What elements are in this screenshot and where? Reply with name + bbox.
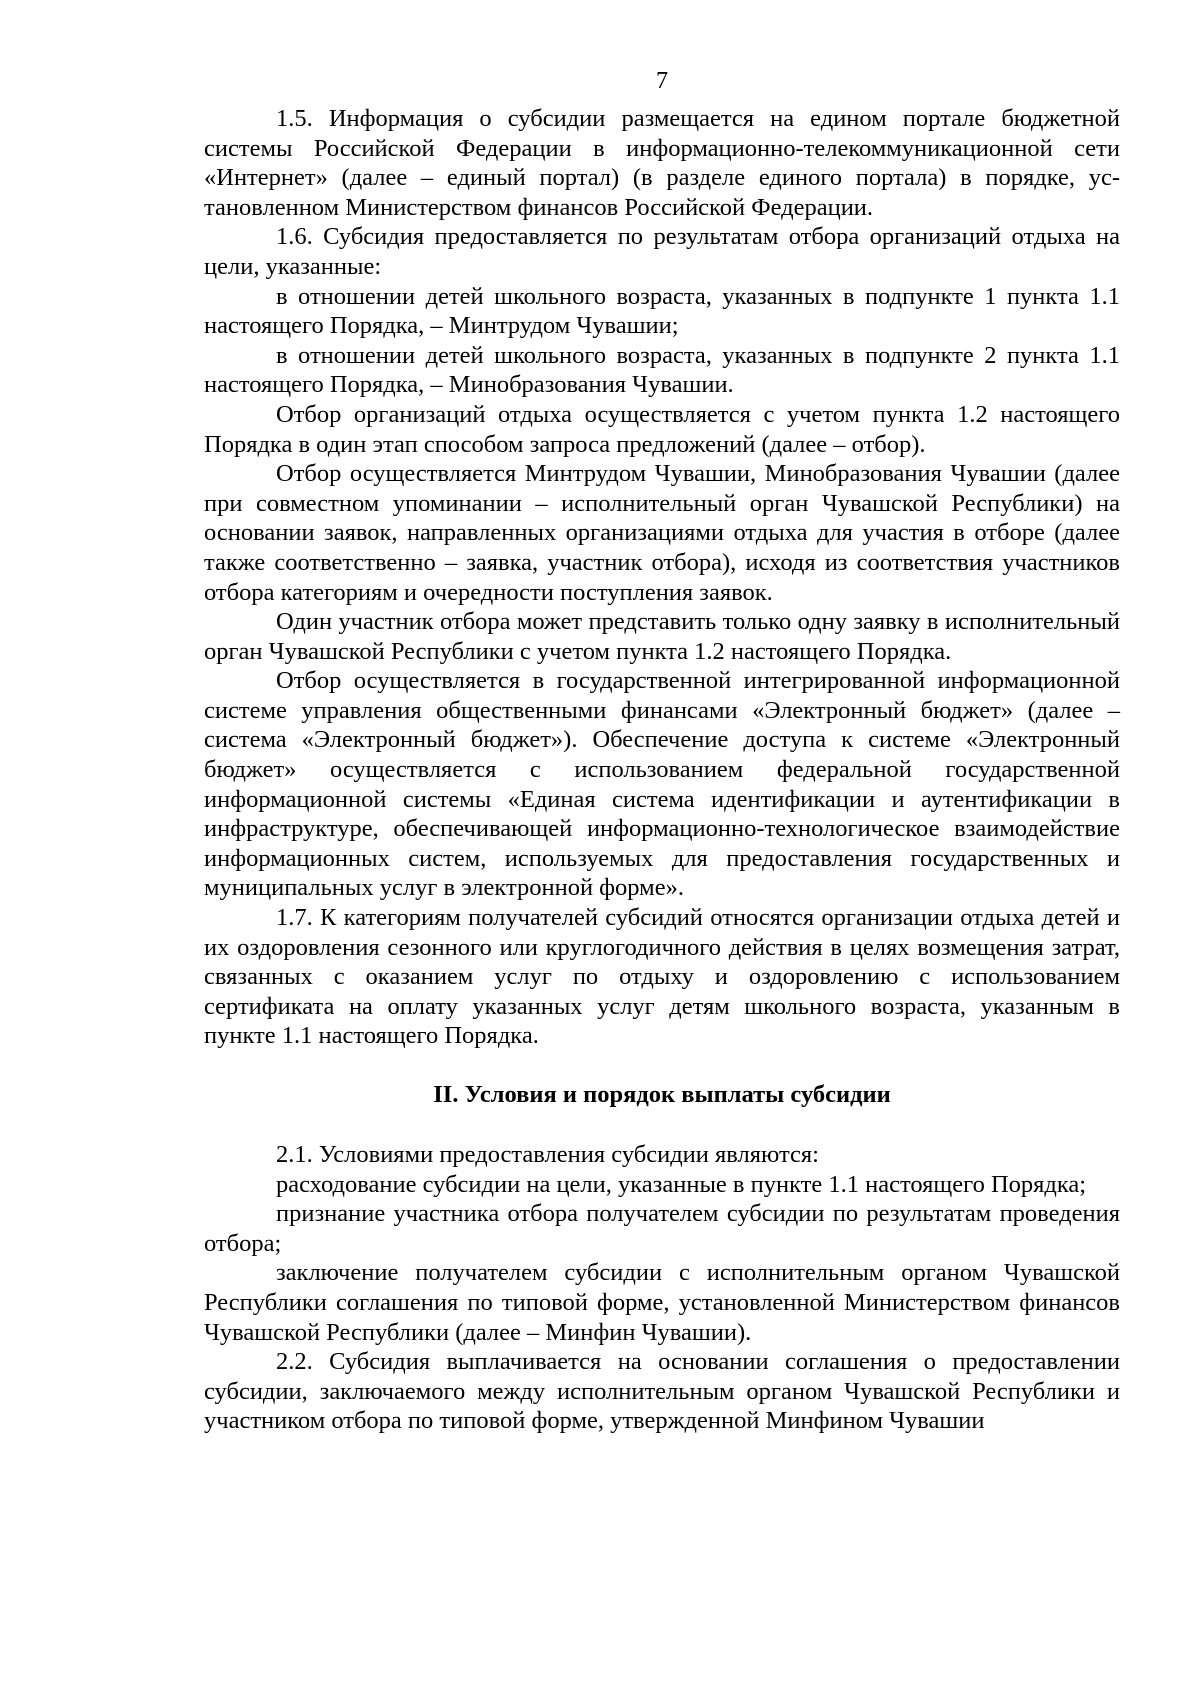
paragraph-1-6-item-1: в отношении детей школьного возраста, указанных в подпункте 1 пункта 1.1 настоящего Порядка, – Минтрудом Чувашии;: [204, 282, 1120, 340]
paragraph-1-6-item-2: в отношении детей школьного возраста, указанных в подпункте 2 пункта 1.1 настоящего Порядка, – Минобразования Чувашии.: [204, 341, 1120, 399]
paragraph-1-7: 1.7. К категориям получателей субсидий относятся организации отдыха детей и их оздоровления сезонного или круглогодичного действия в целях возмещения затрат, связанных с оказанием услуг по отдыху и оздоровлению с использованием сертификата на оплату указанных услуг детям школьного возраста, указанным в пункте 1.1 настоящего Порядка.: [204, 904, 1120, 1050]
section-heading: II. Условия и порядок выплаты субсидии: [433, 1081, 891, 1108]
paragraph-2-2: 2.2. Субсидия выплачивается на основании соглашения о предоставлении субсидии, заключаемого между исполнительным органом Чувашской Республики и участником отбора по типовой форме, утвержденной Минфином Чувашии: [204, 1348, 1120, 1435]
page-number: 7: [656, 68, 668, 94]
paragraph-single-application: Один участник отбора может представить только одну заявку в исполнительный орган Чувашской Республики с учетом пункта 1.2 настоящего Порядка.: [204, 608, 1120, 665]
paragraph-selection-stage: Отбор организаций отдыха осуществляется с учетом пункта 1.2 настоящего Порядка в один этап способом запроса предложений (далее – отбор).: [204, 400, 1120, 458]
paragraph-2-1: 2.1. Условиями предоставления субсидии являются:: [276, 1141, 819, 1168]
paragraph-2-1-item-1: расходование субсидии на цели, указанные в пункте 1.1 настоящего Порядка;: [276, 1170, 1087, 1198]
paragraph-electronic-budget: Отбор осуществляется в государственной интегрированной информационной системе управления общественными финансами «Электронный бюджет» (далее – система «Электронный бюджет»). Обеспечение доступа к системе «Электронный бюджет» осуществляется с использованием федеральной государственной информационной системы «Единая система идентификации и аутентификации в инфраструктуре, обеспечивающей информационно-технологическое взаимодействие информационных систем, используемых для предоставления государственных и муниципальных услуг в электронной форме».: [204, 667, 1120, 902]
paragraph-2-1-item-3: заключение получателем субсидии с исполнительным органом Чувашской Республики соглашения по типовой форме, установленной Министерством финансов Чувашской Республики (далее – Минфин Чувашии).: [204, 1259, 1120, 1346]
paragraph-1-6: 1.6. Субсидия предоставляется по результатам отбора организаций отдыха на цели, указанные:: [204, 223, 1120, 280]
paragraph-1-5: 1.5. Информация о субсидии размещается на едином портале бюджетной системы Российской Федерации в информационно-телекоммуникационной сети «Интернет» (далее – единый портал) (в разделе единого портала) в порядке, установленном Министерством финансов Российской Федерации.: [204, 105, 1120, 221]
document-page: [204, 66, 1120, 1436]
paragraph-2-1-item-2: признание участника отбора получателем субсидии по результатам проведения отбора;: [204, 1200, 1120, 1257]
paragraph-selection-bodies: Отбор осуществляется Минтрудом Чувашии, Минобразования Чувашии (далее при совместном упоминании – исполнительный орган Чувашской Республики) на основании заявок, направленных организациями отдыха для участия в отборе (далее также соответственно – заявка, участник отбора), исходя из соответствия участников отбора категориям и очередности поступления заявок.: [204, 460, 1120, 606]
